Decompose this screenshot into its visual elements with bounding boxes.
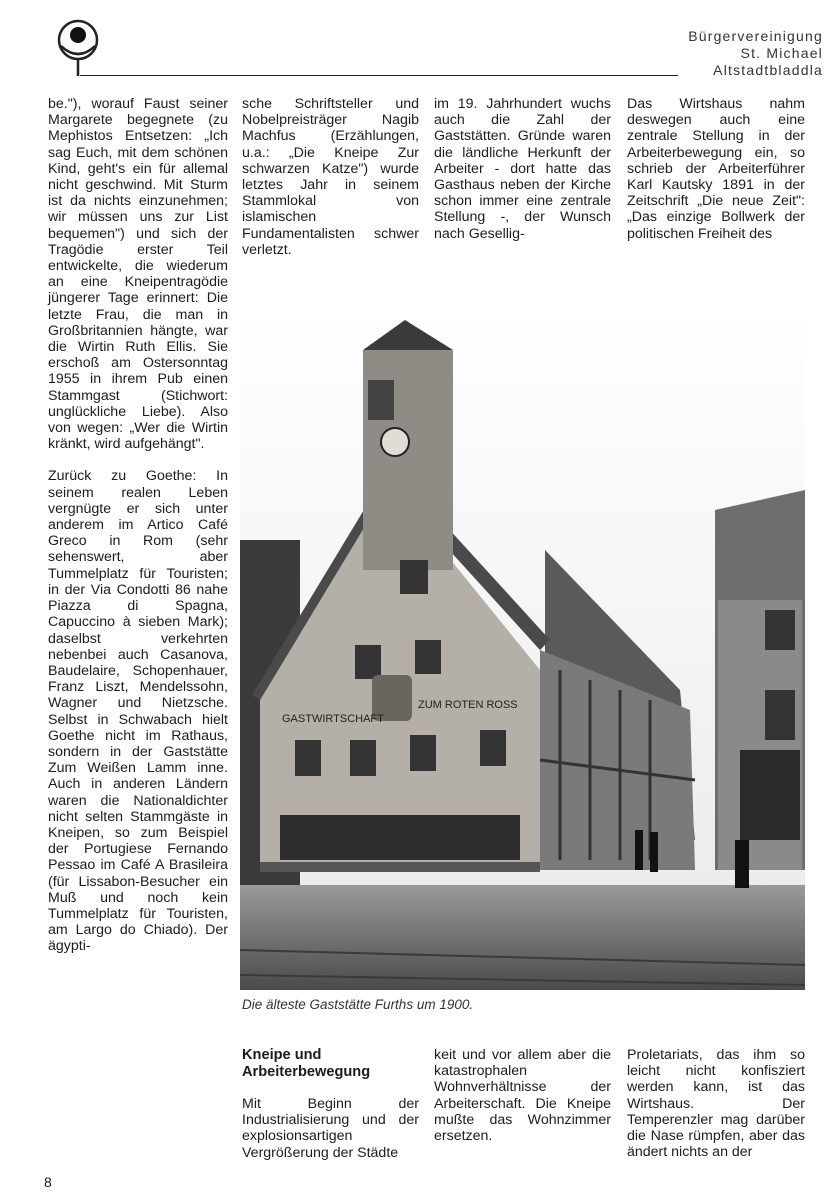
header-rule (80, 75, 678, 76)
paragraph: Mit Beginn der Industrialisierung und der explosionsartigen Vergrößerung der Städte (242, 1096, 419, 1161)
text-column-3 (434, 96, 611, 242)
text-column-2 (242, 96, 419, 258)
historic-inn-photo (240, 310, 805, 990)
paragraph: be."), worauf Faust seiner Margarete begegnete (zu Mephistos Entsetzen: „Ich sag Euch, mit dem schönen Kind, geht's ein für allemal nicht geschwind. Mit Sturm ist da nichts einzunehmen; wir müssen uns zur List bequemen") und sich der Tragödie erster Teil entwickelte, die wiederum an eine Kneipentragödie jüngerer Tage erinnert: Die letzte Frau, die man in Großbritannien hängte, war die Wirtin Ruth Ellis. Sie erschoß am Ostersonntag 1955 in ihrem Pub einen Stammgast (Stichwort: unglückliche Liebe). Also von wegen: „Wer die Wirtin kränkt, wird aufgehängt". (48, 96, 228, 453)
page-number: 8 (44, 1174, 52, 1190)
text-column-2-bottom (242, 1047, 419, 1161)
text-column-4 (627, 96, 805, 242)
text-column-4-bottom (627, 1047, 805, 1160)
photo-caption: Die älteste Gaststätte Furths um 1900. (242, 997, 474, 1012)
paragraph: im 19. Jahrhundert wuchs auch die Zahl der Gaststätten. Gründe waren die ländliche Herkunft der Arbeiter - dort hatte das Gasthaus neben der Kirche schon immer eine zentrale Stellung -, der Wunsch nach Gesellig- (434, 96, 611, 242)
association-logo (52, 18, 104, 78)
paragraph: keit und vor allem aber die katastrophalen Wohnverhältnisse der Arbeiterschaft. Die Kneipe mußte das Wohnzimmer ersetzen. (434, 1047, 611, 1145)
paragraph: Zurück zu Goethe: In seinem realen Leben vergnügte er sich unter anderem im Artico Café Greco in Rom (sehr sehenswert, aber Tummelplatz für Touristen; in der Via Condotti 86 nahe Piazza di Spagna, Capuccino à sieben Mark); daselbst verkehrten nebenbei auch Casanova, Baudelaire, Schopenhauer, Franz Liszt, Mendelssohn, Wagner und Nietzsche. Selbst in Schwabach hielt Goethe nicht im Rathaus, sondern in der Gaststätte Zum Weißen Lamm inne. Auch in anderen Ländern waren die Nationaldichter nicht selten Stammgäste in Kneipen, so zum Beispiel der Portugiese Fernando Pessao im Café A Brasileira (für Lissabon-Besucher ein Muß und noch kein Tummelplatz für Touristen, am Largo do Chiado). Der ägypti- (48, 468, 228, 955)
header-line-3: Altstadtbladdla (713, 62, 823, 78)
text-column-3-bottom (434, 1047, 611, 1144)
text-column-1 (48, 96, 228, 955)
paragraph: sche Schriftsteller und Nobelpreisträger Nagib Machfus (Erzählungen, u.a.: „Die Kneipe Zur schwarzen Katze") wurde letztes Jahr in seinem Stammlokal von islamischen Fundamentalisten schwer verletzt. (242, 96, 419, 258)
sign-left-text: GASTWIRTSCHAFT (282, 713, 384, 725)
header-line-1: Bürgervereinigung (688, 28, 823, 44)
header-line-2: St. Michael (740, 45, 823, 61)
publication-header (688, 28, 823, 79)
paragraph: Das Wirtshaus nahm deswegen auch eine zentrale Stellung in der Arbeiterbewegung ein, so schrieb der Arbeiterführer Karl Kautsky 1891 in der Zeitschrift „Die neue Zeit": „Das einzige Bollwerk der politischen Freiheit des (627, 96, 805, 242)
sign-right-text: ZUM ROTEN ROSS (418, 699, 518, 711)
paragraph: Proletariats, das ihm so leicht nicht konfisziert werden kann, ist das Wirtshaus. Der Temperenzler mag darüber die Nase rümpfen, aber das ändert nichts an der (627, 1047, 805, 1161)
section-heading: Kneipe und Arbeiterbewegung (242, 1047, 371, 1080)
